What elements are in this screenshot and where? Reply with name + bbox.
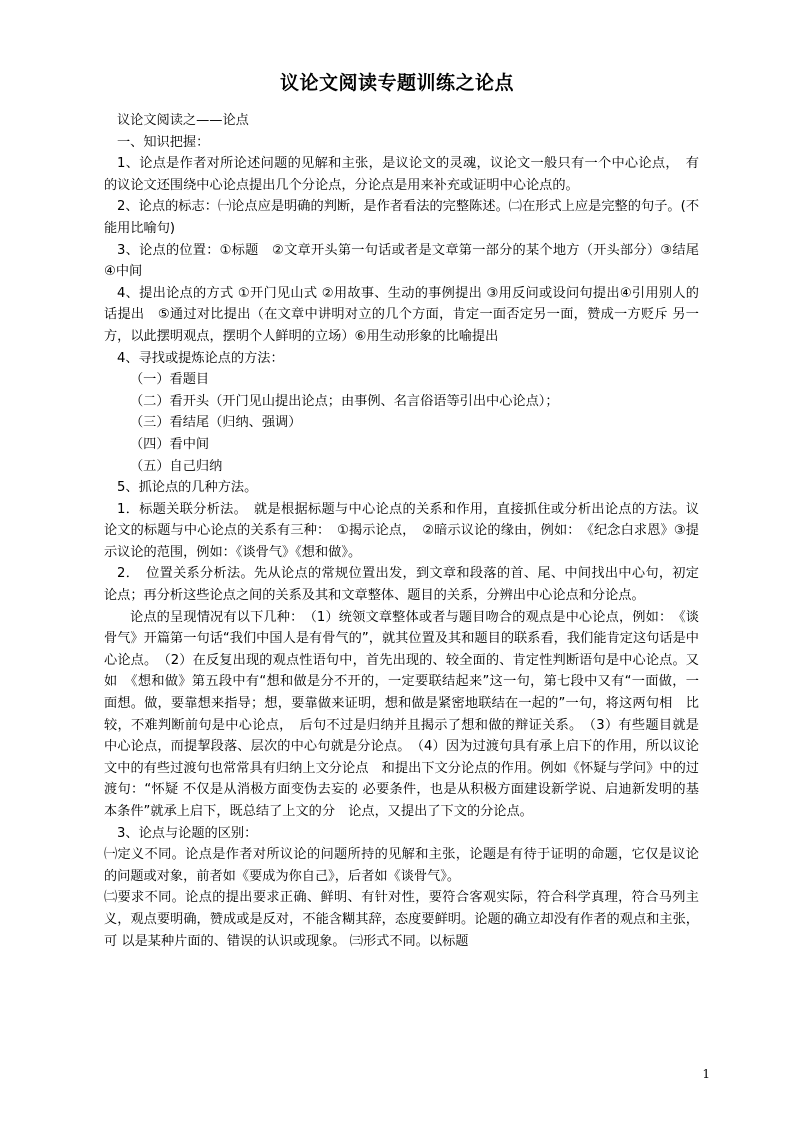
body-paragraph: 4、提出论点的方式 ①开门见山式 ②用故事、生动的事例提出 ③用反问或设问句提出④引用别人的话提出 ⑤通过对比提出（在文章中讲明对立的几个方面，肯定一面否定另一面，赞成一方贬斥 另一方，以此摆明观点，摆明个人鲜明的立场）⑥用生动形象的比喻提出 — [104, 285, 699, 344]
page-title: 议论文阅读专题训练之论点 — [279, 72, 514, 94]
body-paragraph: 3、论点与论题的区别： — [117, 825, 258, 841]
body-paragraph: ㈠定义不同。论点是作者对所议论的问题所持的见解和主张，论题是有待于证明的命题，它仅是议论 的问题或对象，前者如《要成为你自己》，后者如《谈骨气》。 — [104, 847, 699, 884]
body-paragraph: （一）看题目 — [130, 372, 210, 388]
body-paragraph: 3、论点的位置：①标题 ②文章开头第一句话或者是文章第一部分的某个地方（开头部分）③结尾④中间 — [104, 242, 699, 280]
body-paragraph: （二）看开头（开门见山提出论点；由事例、名言俗语等引出中心论点）； — [130, 393, 559, 409]
body-paragraph: （三）看结尾（归纳、强调） — [130, 415, 302, 431]
body-paragraph: 2． 位置关系分析法。先从论点的常规位置出发，到文章和段落的首、尾、中间找出中心句，初定论点；再分析这些论点之间的关系及其和文章整体、题目的关系，分辨出中心论点和分论点。 — [104, 566, 699, 604]
body-paragraph: ㈡要求不同。论点的提出要求正确、鲜明、有针对性，要符合客观实际，符合科学真理，符合马列主义，观点要明确，赞成或是反对，不能含糊其辞，态度要鲜明。论题的确立却没有作者的观点和主张，可 以是某种片面的、错误的认识或现象。 ㈢形式不同。以标题 — [104, 890, 699, 949]
body-paragraph: 论点的呈现情况有以下几种： （1）统领文章整体或者与题目吻合的观点是中心论点，例如： 《谈骨气》开篇第一句话“我们中国人是有骨气的”，就其位置及其和题目的联系看，我们能肯定这句话是中心论点。 （2）在反复出现的观点性语句中，首先出现的、较全面的、肯定性判断语句是中心论点。又如 《想和做》第五段中有“想和做是分不开的，一定要联结起来”这一句，第七段中又有“一面做，一 面想。做，要靠想来指导；想，要靠做来证明，想和做是紧密地联结在一起的”一句，将这两句相 比较，不难判断前句是中心论点， 后句不过是归纳并且揭示了想和做的辩证关系。 （3）有些题目就是中心论点，而提挈段落、层次的中心句就是分论点。 （4）因为过渡句具有承上启下的作用，所以议论文中的有些过渡句也常常具有归纳上文分论点 和提出下文分论点的作用。例如《怀疑与学问》中的过渡句：“怀疑 不仅是从消极方面变伪去妄的 必要条件，也是从积极方面建设新学说、启迪新发明的基本条件”就承上启下，既总结了上文的分 论点，又提出了下文的分论点。 — [104, 609, 713, 819]
body-paragraph: 4、寻找或提炼论点的方法： — [117, 350, 284, 366]
body-paragraph: 议论文阅读之——论点 — [117, 113, 249, 128]
body-paragraph: 1．标题关联分析法。 就是根据标题与中心论点的关系和作用，直接抓住或分析出论点的方法。议论文的标题与中心论点的关系有三种： ①揭示论点， ②暗示议论的缘由，例如： 《纪念白求恩》③提示议论的范围，例如：《谈骨气》《想和做》。 — [104, 501, 699, 560]
page-number: 1 — [702, 1067, 710, 1081]
body-paragraph: （五）自己归纳 — [130, 458, 223, 474]
document-body — [104, 110, 713, 952]
body-paragraph: 5、抓论点的几种方法。 — [117, 480, 258, 496]
body-paragraph: 一、知识把握： — [117, 134, 210, 150]
body-paragraph: 1、论点是作者对所论述问题的见解和主张，是议论文的灵魂，议论文一般只有一个中心论点， 有的议论文还围绕中心论点提出几个分论点，分论点是用来补充或证明中心论点的。 — [104, 156, 699, 193]
body-paragraph: （四）看中间 — [130, 436, 210, 452]
body-paragraph: 2、论点的标志：㈠论点应是明确的判断，是作者看法的完整陈述。㈡在形式上应是完整的句子。(不能用比喻句) — [104, 199, 699, 236]
